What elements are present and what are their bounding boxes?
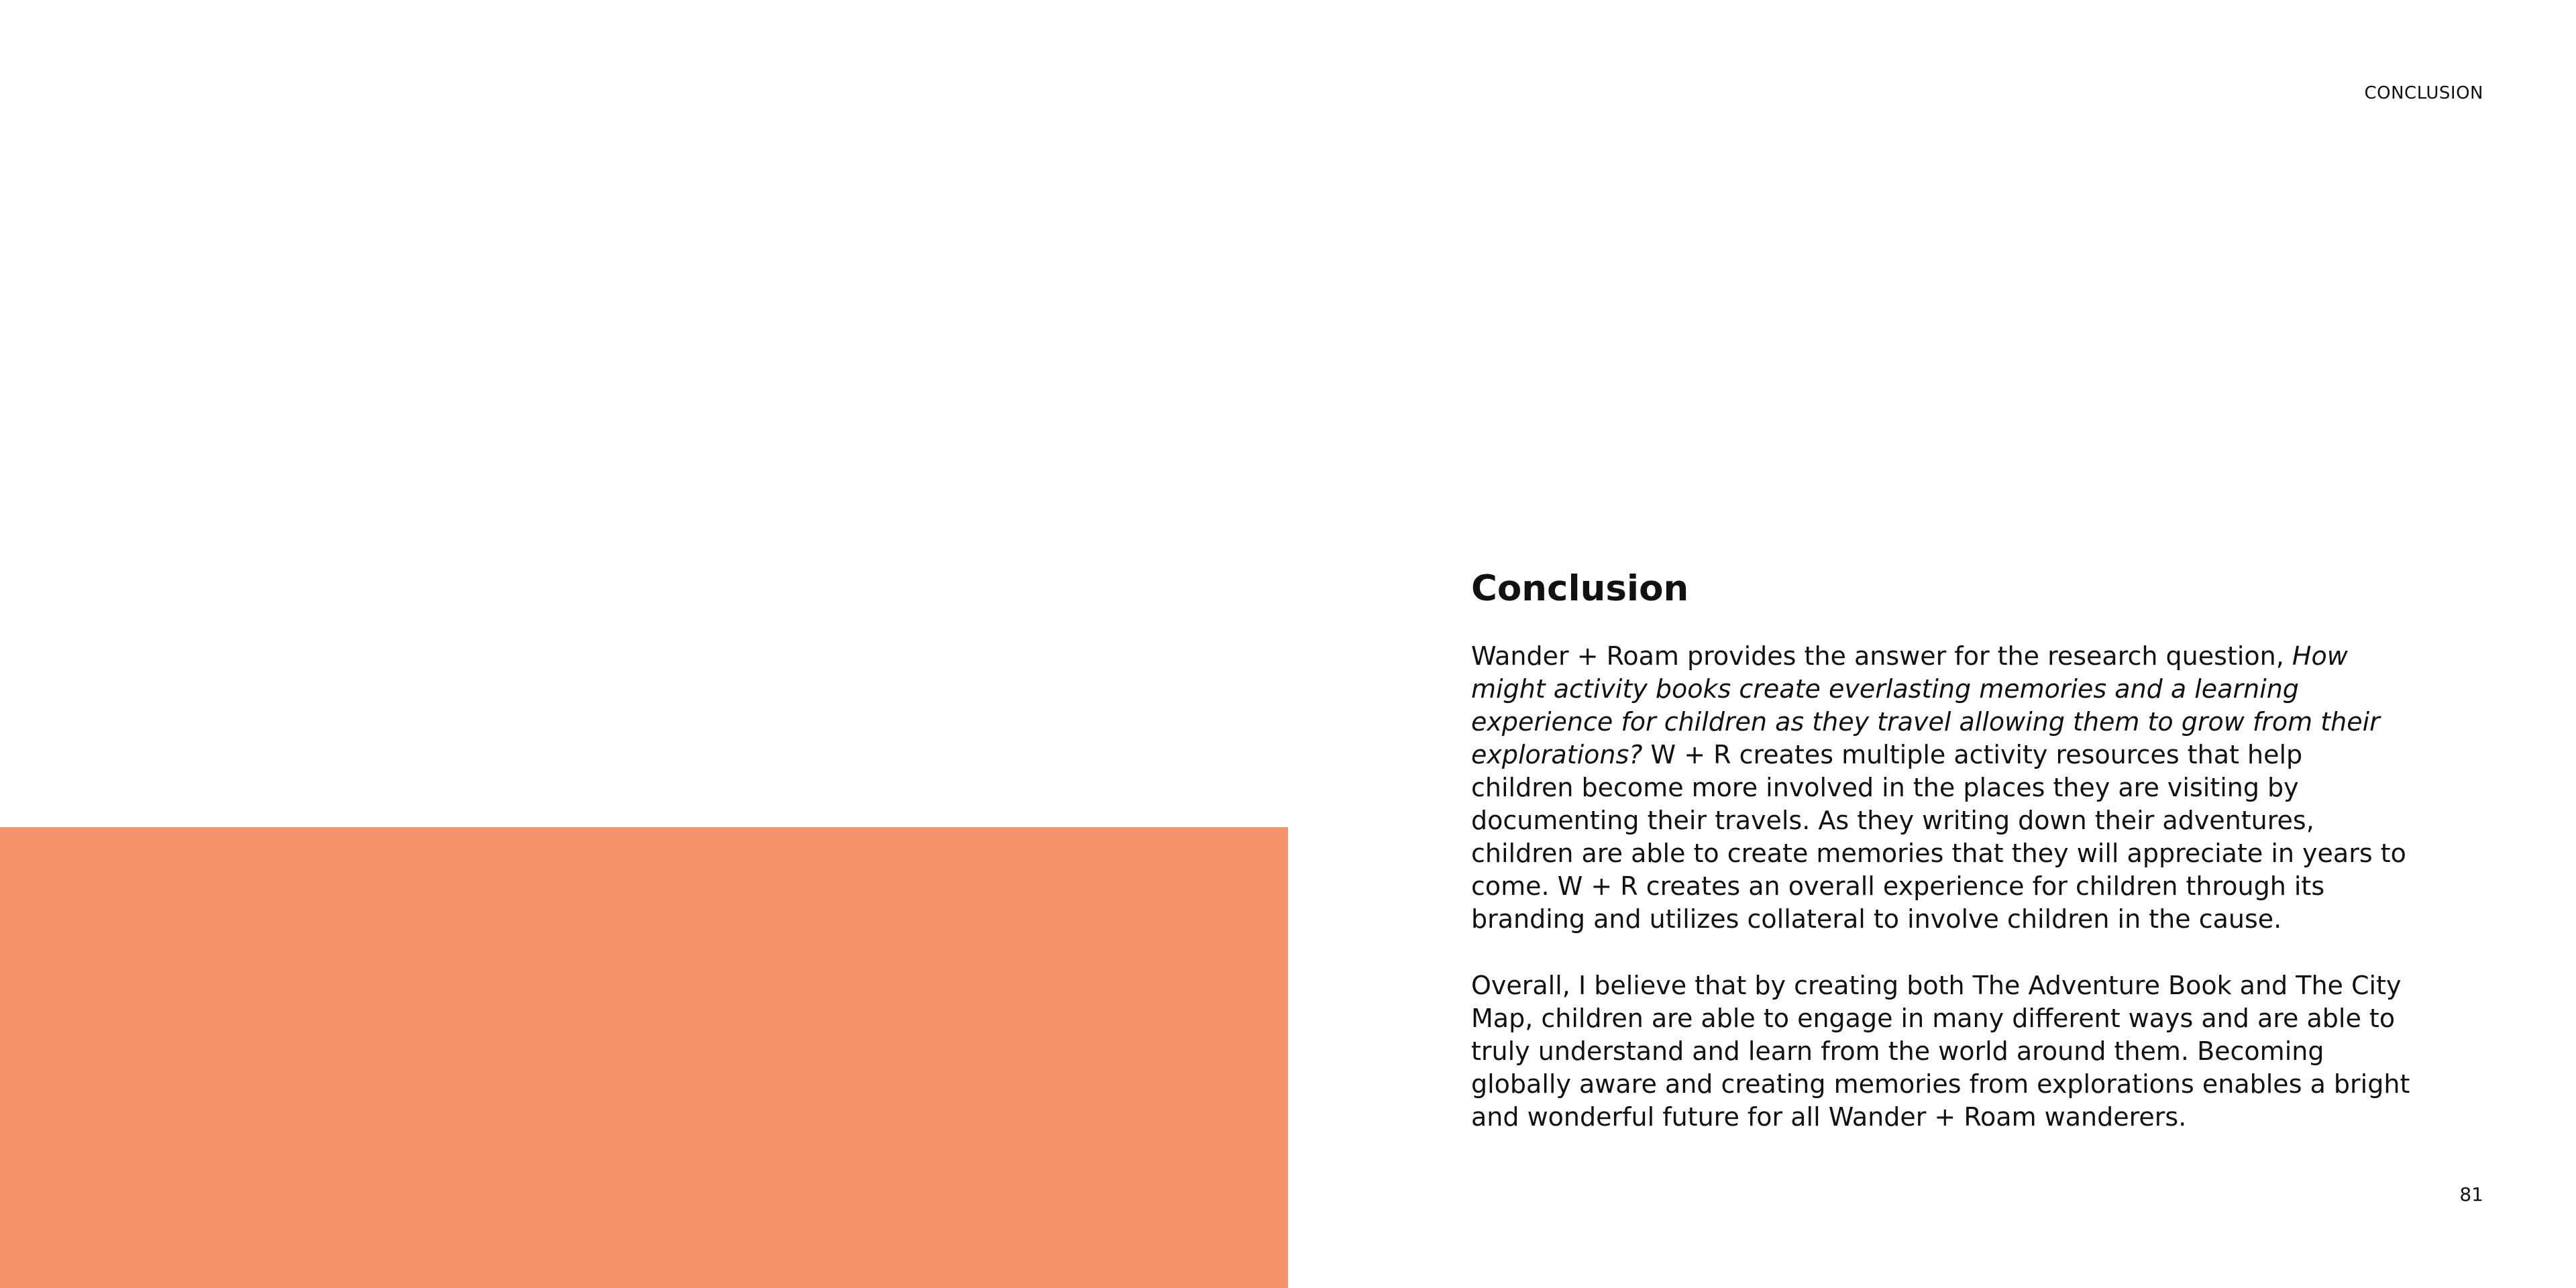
orange-color-block [0,827,1288,1288]
paragraph-1-lead: Wander + Roam provides the answer for the research question, [1471,641,2292,671]
paragraph-1 [1471,640,2410,936]
research-question: How might activity books create everlasting memories and a learning experience for children as they travel allowing them to grow from their explorations? [1471,641,2380,769]
paragraph-2: Overall, I believe that by creating both The Adventure Book and The City Map, children are able to engage in many different ways and are able to truly understand and learn from the world around them. Becoming globally aware and creating memories from explorations enables a bright and wonderful future for all Wander + Roam wanderers. [1471,970,2410,1132]
conclusion-section [1471,569,2410,1167]
paragraph-1-rest: W + R creates multiple activity resources that help children become more involved in the places they are visiting by documenting their travels. As they writing down their adventures, children are able to create memories that they will appreciate in years to come. W + R creates an overall experience for children through its branding and utilizes collateral to involve children in the cause. [1471,739,2406,934]
running-header: CONCLUSION [2364,83,2483,103]
section-title: Conclusion [1471,568,1689,609]
page-number: 81 [2459,1183,2483,1205]
